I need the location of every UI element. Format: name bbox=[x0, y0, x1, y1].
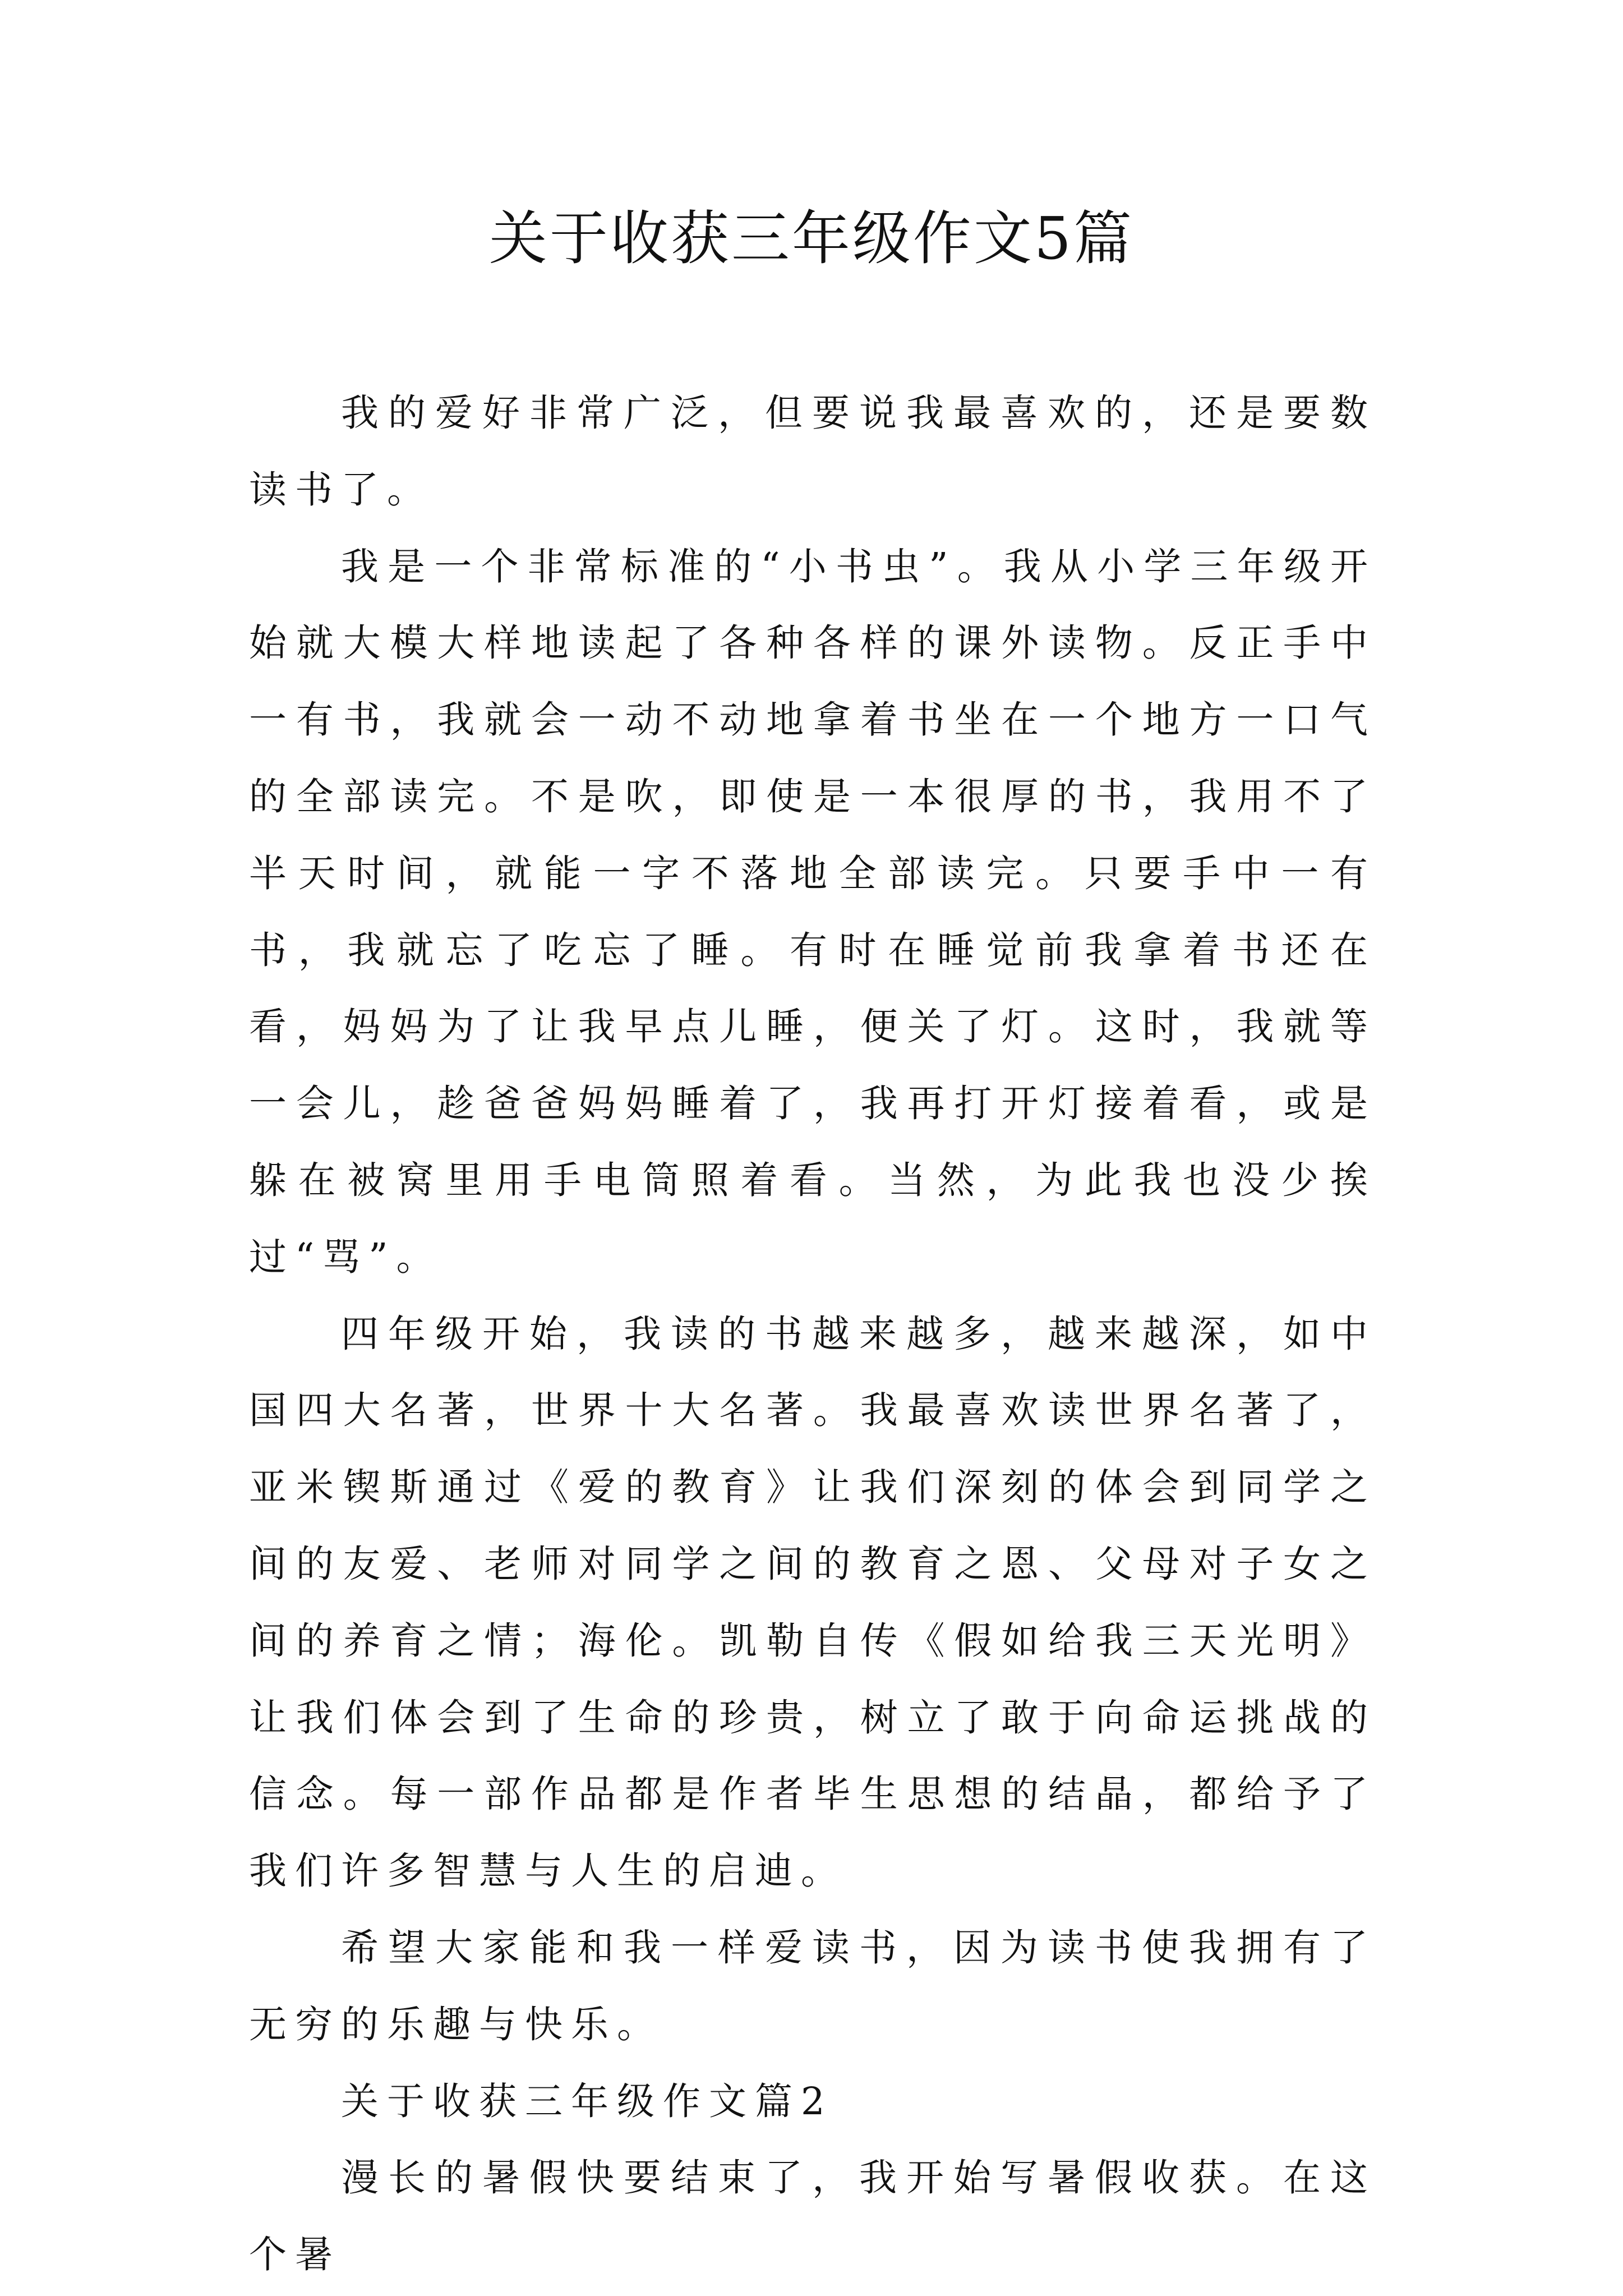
paragraph-3: 四年级开始，我读的书越来越多，越来越深，如中国四大名著，世界十大名著。我最喜欢读世界名著了，亚米锲斯通过《爱的教育》让我们深刻的体会到同学之间的友爱、老师对同学之间的教育之恩、父母对子女之间的养育之情；海伦。凯勒自传《假如给我三天光明》让我们体会到了生命的珍贵，树立了敢于向命运挑战的信念。每一部作品都是作者毕生思想的结晶，都给予了我们许多智慧与人生的启迪。 bbox=[249, 1312, 1376, 1893]
section-heading-2: 关于收获三年级作文篇2 bbox=[341, 2079, 833, 2123]
paragraph-1: 我的爱好非常广泛，但要说我最喜欢的，还是要数读书了。 bbox=[249, 391, 1376, 512]
paragraph-4: 希望大家能和我一样爱读书，因为读书使我拥有了无穷的乐趣与快乐。 bbox=[249, 1925, 1376, 2046]
paragraph-2: 我是一个非常标准的“小书虫”。我从小学三年级开始就大模大样地读起了各种各样的课外读物。反正手中一有书，我就会一动不动地拿着书坐在一个地方一口气的全部读完。不是吹，即使是一本很厚的书，我用不了半天时间，就能一字不落地全部读完。只要手中一有书，我就忘了吃忘了睡。有时在睡觉前我拿着书还在看，妈妈为了让我早点儿睡，便关了灯。这时，我就等一会儿，趁爸爸妈妈睡着了，我再打开灯接着看，或是躲在被窝里用手电筒照着看。当然，为此我也没少挨过“骂”。 bbox=[249, 544, 1376, 1279]
paragraph-5: 漫长的暑假快要结束了，我开始写暑假收获。在这个暑 bbox=[249, 2156, 1376, 2277]
document-body bbox=[249, 375, 1376, 2293]
document-title: 关于收获三年级作文5篇 bbox=[488, 204, 1135, 273]
